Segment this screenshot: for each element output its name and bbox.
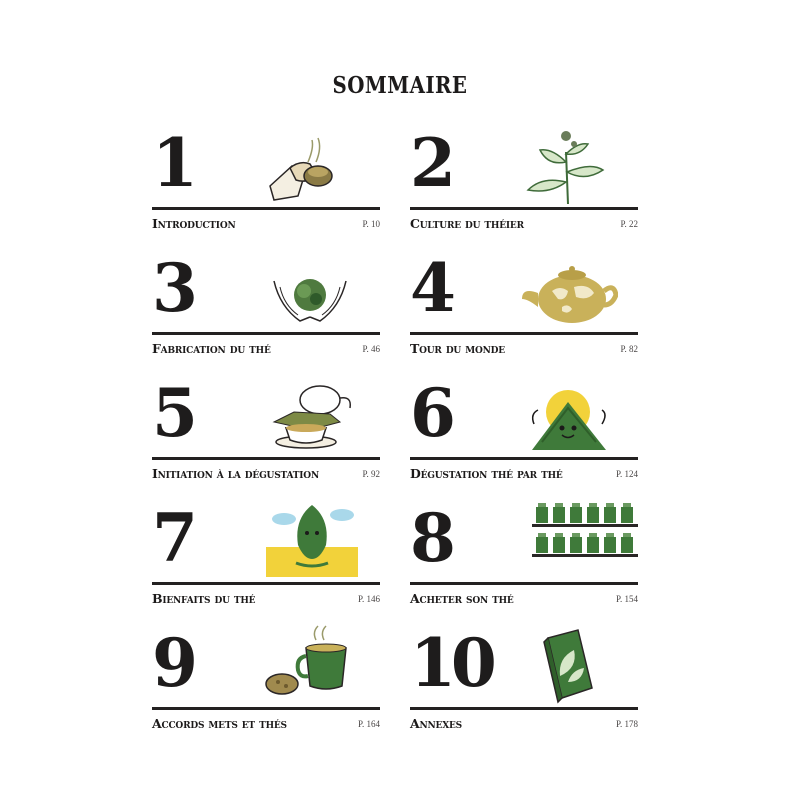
chapter-page: P. 124: [615, 469, 638, 479]
chapter-page: P. 46: [362, 344, 380, 354]
chapter-entry-1[interactable]: [152, 100, 380, 231]
chapter-title[interactable]: Initiation à la dégustation: [152, 466, 319, 481]
chapter-entry-10[interactable]: [410, 600, 638, 731]
chapter-title[interactable]: Culture du théier: [410, 216, 524, 231]
chapter-rule: [152, 457, 380, 460]
tea-plant-icon: [518, 122, 618, 204]
leaf-pile-character-icon: [518, 372, 618, 454]
chapter-page: P. 178: [615, 719, 638, 729]
tea-canisters-shelf-icon: [532, 497, 638, 579]
chapter-rule: [152, 707, 380, 710]
chapter-number: 1: [152, 124, 195, 202]
chapter-title[interactable]: Bienfaits du thé: [152, 591, 256, 606]
chapter-entry-7[interactable]: [152, 475, 380, 606]
chapter-entry-2[interactable]: [410, 100, 638, 231]
hands-holding-leaves-icon: [260, 247, 360, 329]
cup-and-cookie-icon: [260, 622, 360, 704]
chapter-title[interactable]: Acheter son thé: [410, 591, 514, 606]
chapter-page: P. 154: [615, 594, 638, 604]
chapter-rule: [152, 207, 380, 210]
chapter-page: P. 92: [362, 469, 380, 479]
chapter-number: 8: [410, 499, 453, 577]
world-teapot-icon: [518, 247, 618, 329]
chapter-page: P. 10: [362, 219, 380, 229]
chapter-rule: [410, 207, 638, 210]
chapter-rule: [410, 707, 638, 710]
chapter-entry-8[interactable]: [410, 475, 638, 606]
chapter-rule: [410, 332, 638, 335]
chapter-entry-6[interactable]: [410, 350, 638, 481]
chapter-number: 5: [152, 374, 195, 452]
chapter-title[interactable]: Fabrication du thé: [152, 341, 271, 356]
chapter-entry-3[interactable]: [152, 225, 380, 356]
chapter-page: P. 82: [620, 344, 638, 354]
chapter-number: 4: [410, 249, 453, 327]
chapter-title[interactable]: Tour du monde: [410, 341, 505, 356]
chapter-rule: [152, 332, 380, 335]
chapter-rule: [410, 457, 638, 460]
chapter-number: 10: [410, 624, 492, 702]
chapter-entry-5[interactable]: [152, 350, 380, 481]
chapter-entry-4[interactable]: [410, 225, 638, 356]
meditating-leaf-icon: [266, 497, 358, 579]
chapter-title[interactable]: Dégustation thé par thé: [410, 466, 563, 481]
green-book-icon: [518, 622, 618, 704]
chapter-number: 7: [152, 499, 195, 577]
chapter-number: 3: [152, 249, 195, 327]
page-title: SOMMAIRE: [332, 72, 468, 99]
teapot-and-cup-icon: [260, 372, 360, 454]
chapter-rule: [410, 582, 638, 585]
chapter-page: P. 146: [357, 594, 380, 604]
chapter-number: 6: [410, 374, 453, 452]
chapter-title[interactable]: Annexes: [410, 716, 462, 731]
chapter-entry-9[interactable]: [152, 600, 380, 731]
chapter-page: P. 22: [620, 219, 638, 229]
chapter-page: P. 164: [357, 719, 380, 729]
chapter-rule: [152, 582, 380, 585]
chapter-number: 9: [152, 624, 195, 702]
tea-bowl-hand-icon: [260, 122, 360, 204]
chapter-title[interactable]: Introduction: [152, 216, 236, 231]
chapter-title[interactable]: Accords mets et thés: [152, 716, 287, 731]
chapter-number: 2: [410, 124, 453, 202]
